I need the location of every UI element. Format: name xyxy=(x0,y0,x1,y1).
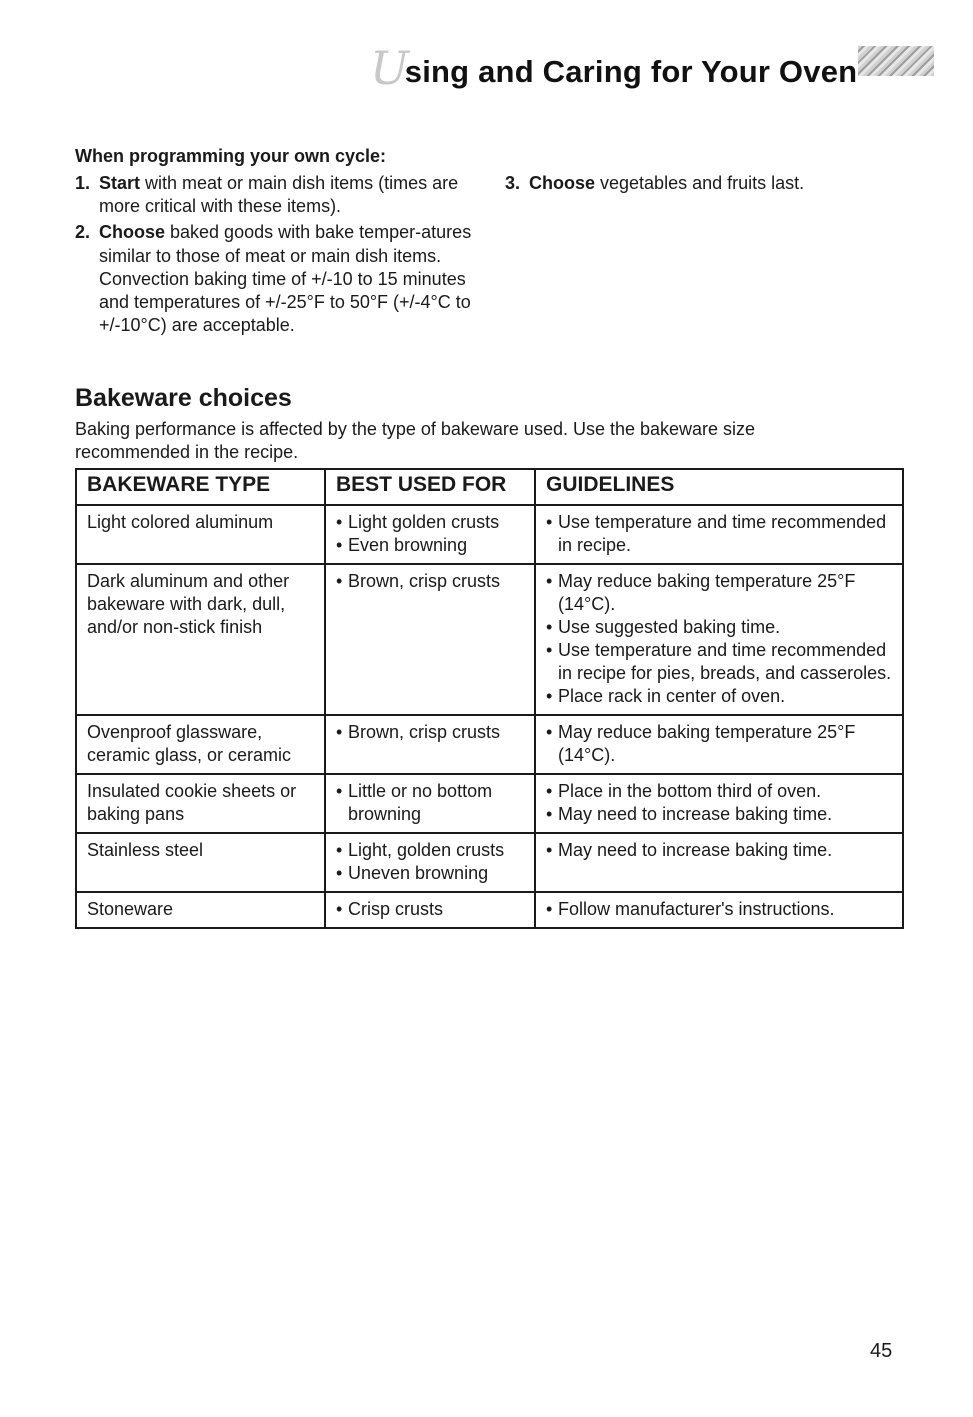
cell-bakeware-type: Light colored aluminum xyxy=(76,505,325,564)
step-text: with meat or main dish items (times are more critical with these items). xyxy=(99,173,459,217)
cell-best-used-for xyxy=(325,564,535,715)
cell-guidelines xyxy=(535,505,903,564)
cell-best-used-for xyxy=(325,715,535,774)
bullet-text: Place in the bottom third of oven. xyxy=(558,781,822,801)
bullet-item xyxy=(336,780,526,826)
page-header xyxy=(0,41,973,100)
bullet-dot: • xyxy=(546,804,553,824)
bullet-text: Light, golden crusts xyxy=(348,840,505,860)
step-lead: Choose xyxy=(99,222,166,243)
bullet-item xyxy=(546,685,894,708)
step-number: 1. xyxy=(75,173,91,193)
cell-bakeware-type: Ovenproof glassware, ceramic glass, or ceramic xyxy=(76,715,325,774)
bullet-dot: • xyxy=(336,899,343,919)
step-number: 3. xyxy=(505,173,521,193)
bullet-dot: • xyxy=(336,781,343,801)
bakeware-intro: Baking performance is affected by the type of bakeware used. Use the bakeware size recommended in the recipe. xyxy=(75,419,756,462)
bullet-text: Even browning xyxy=(348,535,468,555)
bullet-item xyxy=(546,898,894,921)
step-item xyxy=(505,172,905,195)
cell-guidelines xyxy=(535,715,903,774)
bullet-text: May need to increase baking time. xyxy=(558,804,833,824)
bullet-item xyxy=(546,639,894,685)
bullet-text: Follow manufacturer's instructions. xyxy=(558,899,835,919)
cell-bakeware-type: Stoneware xyxy=(76,892,325,928)
bullet-text: Use temperature and time recommended in recipe. xyxy=(558,512,887,555)
bullet-item xyxy=(546,780,894,803)
title-drop-cap: U xyxy=(370,41,409,95)
bullet-item xyxy=(336,839,526,862)
bullet-item xyxy=(336,721,526,744)
bullet-item xyxy=(336,898,526,921)
bullet-dot: • xyxy=(546,571,553,591)
bullet-dot: • xyxy=(336,722,343,742)
bullet-text: Brown, crisp crusts xyxy=(348,722,501,742)
cell-best-used-for xyxy=(325,833,535,892)
bullet-text: May reduce baking temperature 25°F (14°C). xyxy=(558,722,856,765)
bullet-text: Little or no bottom browning xyxy=(348,781,493,824)
step-body xyxy=(529,172,905,195)
step-text: baked goods with bake temper-atures similar to those of meat or main dish items. Convection baking time of +/-10 to 15 minutes and temperatures of +/-25°F to 50°F (+/-4°C to +/-10°C) are acceptable. xyxy=(99,222,472,336)
bullet-text: Use suggested baking time. xyxy=(558,617,781,637)
cell-bakeware-type: Insulated cookie sheets or baking pans xyxy=(76,774,325,833)
header-decorative-pattern xyxy=(858,46,934,76)
bullet-text: May reduce baking temperature 25°F (14°C). xyxy=(558,571,856,614)
bakeware-table xyxy=(75,468,904,929)
programming-column-left xyxy=(75,172,495,340)
table-row xyxy=(76,774,903,833)
bullet-text: Brown, crisp crusts xyxy=(348,571,501,591)
bullet-text: Place rack in center of oven. xyxy=(558,686,786,706)
bullet-item xyxy=(336,534,526,557)
cell-guidelines xyxy=(535,892,903,928)
table-row xyxy=(76,715,903,774)
table-row xyxy=(76,505,903,564)
bullet-text: Uneven browning xyxy=(348,863,489,883)
cell-guidelines xyxy=(535,564,903,715)
step-number: 2. xyxy=(75,222,91,243)
cell-bakeware-type: Stainless steel xyxy=(76,833,325,892)
programming-heading: When programming your own cycle: xyxy=(75,146,387,166)
column-header-best-used-for: BEST USED FOR xyxy=(325,469,535,505)
bullet-item xyxy=(546,839,894,862)
bullet-text: Crisp crusts xyxy=(348,899,444,919)
step-text: vegetables and fruits last. xyxy=(595,173,805,193)
bullet-item xyxy=(546,721,894,767)
bullet-dot: • xyxy=(546,722,553,742)
bullet-dot: • xyxy=(546,840,553,860)
bullet-item xyxy=(546,616,894,639)
bakeware-table-body xyxy=(76,505,903,928)
table-row xyxy=(76,564,903,715)
bullet-dot: • xyxy=(546,686,553,706)
cell-best-used-for xyxy=(325,505,535,564)
cell-best-used-for xyxy=(325,892,535,928)
step-lead: Choose xyxy=(529,173,596,193)
bullet-item xyxy=(336,511,526,534)
bullet-dot: • xyxy=(336,535,343,555)
bullet-text: May need to increase baking time. xyxy=(558,840,833,860)
bullet-dot: • xyxy=(336,512,343,532)
column-header-bakeware-type: BAKEWARE TYPE xyxy=(76,469,325,505)
bullet-item xyxy=(546,803,894,826)
programming-column-right xyxy=(505,172,905,340)
table-row xyxy=(76,892,903,928)
programming-section xyxy=(75,146,905,340)
cell-bakeware-type: Dark aluminum and other bakeware with dark, dull, and/or non-stick finish xyxy=(76,564,325,715)
bakeware-heading: Bakeware choices xyxy=(75,384,292,412)
table-row xyxy=(76,833,903,892)
bullet-text: Use temperature and time recommended in recipe for pies, breads, and casseroles. xyxy=(558,640,892,683)
page-number: 45 xyxy=(870,1340,893,1362)
step-body xyxy=(99,221,495,337)
bullet-text: Light golden crusts xyxy=(348,512,500,532)
bullet-dot: • xyxy=(336,571,343,591)
bullet-dot: • xyxy=(336,863,343,883)
page-title: sing and Caring for Your Oven xyxy=(404,54,858,89)
bullet-dot: • xyxy=(546,617,553,637)
bullet-item xyxy=(546,570,894,616)
programming-columns xyxy=(75,172,905,340)
bullet-dot: • xyxy=(546,640,553,660)
table-header-row xyxy=(76,469,903,505)
bullet-item xyxy=(336,570,526,593)
step-item xyxy=(75,172,495,218)
cell-guidelines xyxy=(535,833,903,892)
bullet-dot: • xyxy=(546,512,553,532)
step-item xyxy=(75,221,495,337)
bullet-item xyxy=(546,511,894,557)
bullet-dot: • xyxy=(336,840,343,860)
column-header-guidelines: GUIDELINES xyxy=(535,469,903,505)
cell-guidelines xyxy=(535,774,903,833)
bullet-item xyxy=(336,862,526,885)
bullet-dot: • xyxy=(546,781,553,801)
step-lead: Start xyxy=(99,173,141,193)
step-body xyxy=(99,172,495,218)
bullet-dot: • xyxy=(546,899,553,919)
cell-best-used-for xyxy=(325,774,535,833)
title-wrap xyxy=(370,41,858,100)
